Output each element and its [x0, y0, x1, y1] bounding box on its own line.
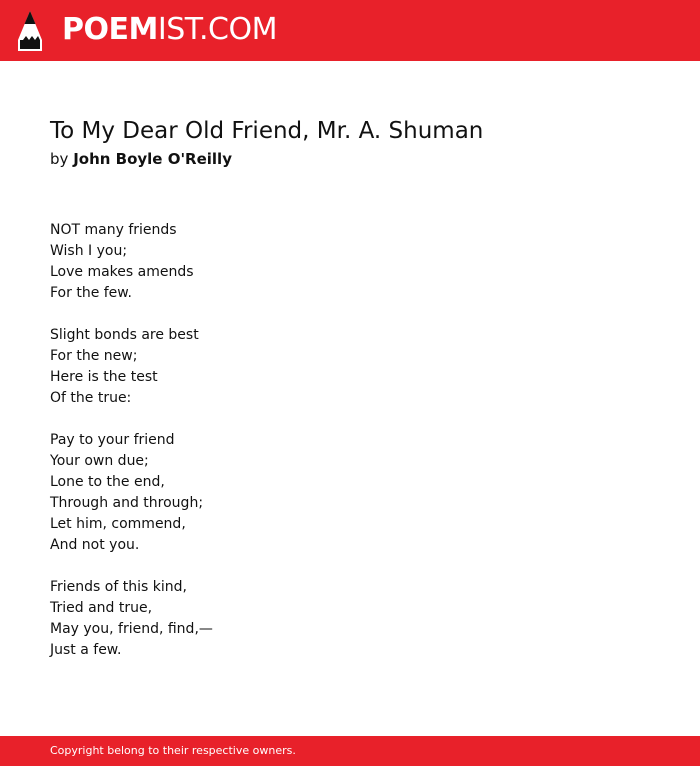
poem-line: Here is the test [50, 369, 158, 385]
poem-content [50, 114, 660, 661]
author-link[interactable]: John Boyle O'Reilly [73, 150, 232, 168]
poem-line: Your own due; [50, 453, 149, 469]
poem-line: Just a few. [50, 642, 122, 658]
poem-line: May you, friend, find,— [50, 621, 213, 637]
stanza [50, 430, 660, 556]
site-header [0, 0, 700, 61]
poem-body [50, 220, 660, 661]
poem-line: Lone to the end, [50, 474, 165, 490]
site-logo[interactable] [62, 12, 277, 48]
poem-line: And not you. [50, 537, 140, 553]
pencil-tip-icon[interactable] [17, 10, 43, 52]
stanza [50, 220, 660, 304]
poem-line: NOT many friends [50, 222, 177, 238]
copyright-notice: Copyright belong to their respective owners. [50, 744, 296, 757]
poem-title: To My Dear Old Friend, Mr. A. Shuman [50, 118, 484, 144]
by-label: by [50, 150, 69, 168]
stanza [50, 577, 660, 661]
poem-line: For the few. [50, 285, 132, 301]
poem-line: Let him, commend, [50, 516, 186, 532]
poem-line: Through and through; [50, 495, 204, 511]
poem-line: For the new; [50, 348, 138, 364]
poem-line: Pay to your friend [50, 432, 175, 448]
brand-light-text: IST.COM [157, 12, 277, 47]
poem-line: Tried and true, [50, 600, 153, 616]
poem-line: Wish I you; [50, 243, 128, 259]
site-footer [0, 736, 700, 766]
stanza [50, 325, 660, 409]
poem-line: Love makes amends [50, 264, 194, 280]
byline [50, 148, 660, 170]
brand-bold-text: POEM [62, 12, 158, 47]
poem-line: Friends of this kind, [50, 579, 187, 595]
poem-line: Of the true: [50, 390, 132, 406]
poem-line: Slight bonds are best [50, 327, 199, 343]
